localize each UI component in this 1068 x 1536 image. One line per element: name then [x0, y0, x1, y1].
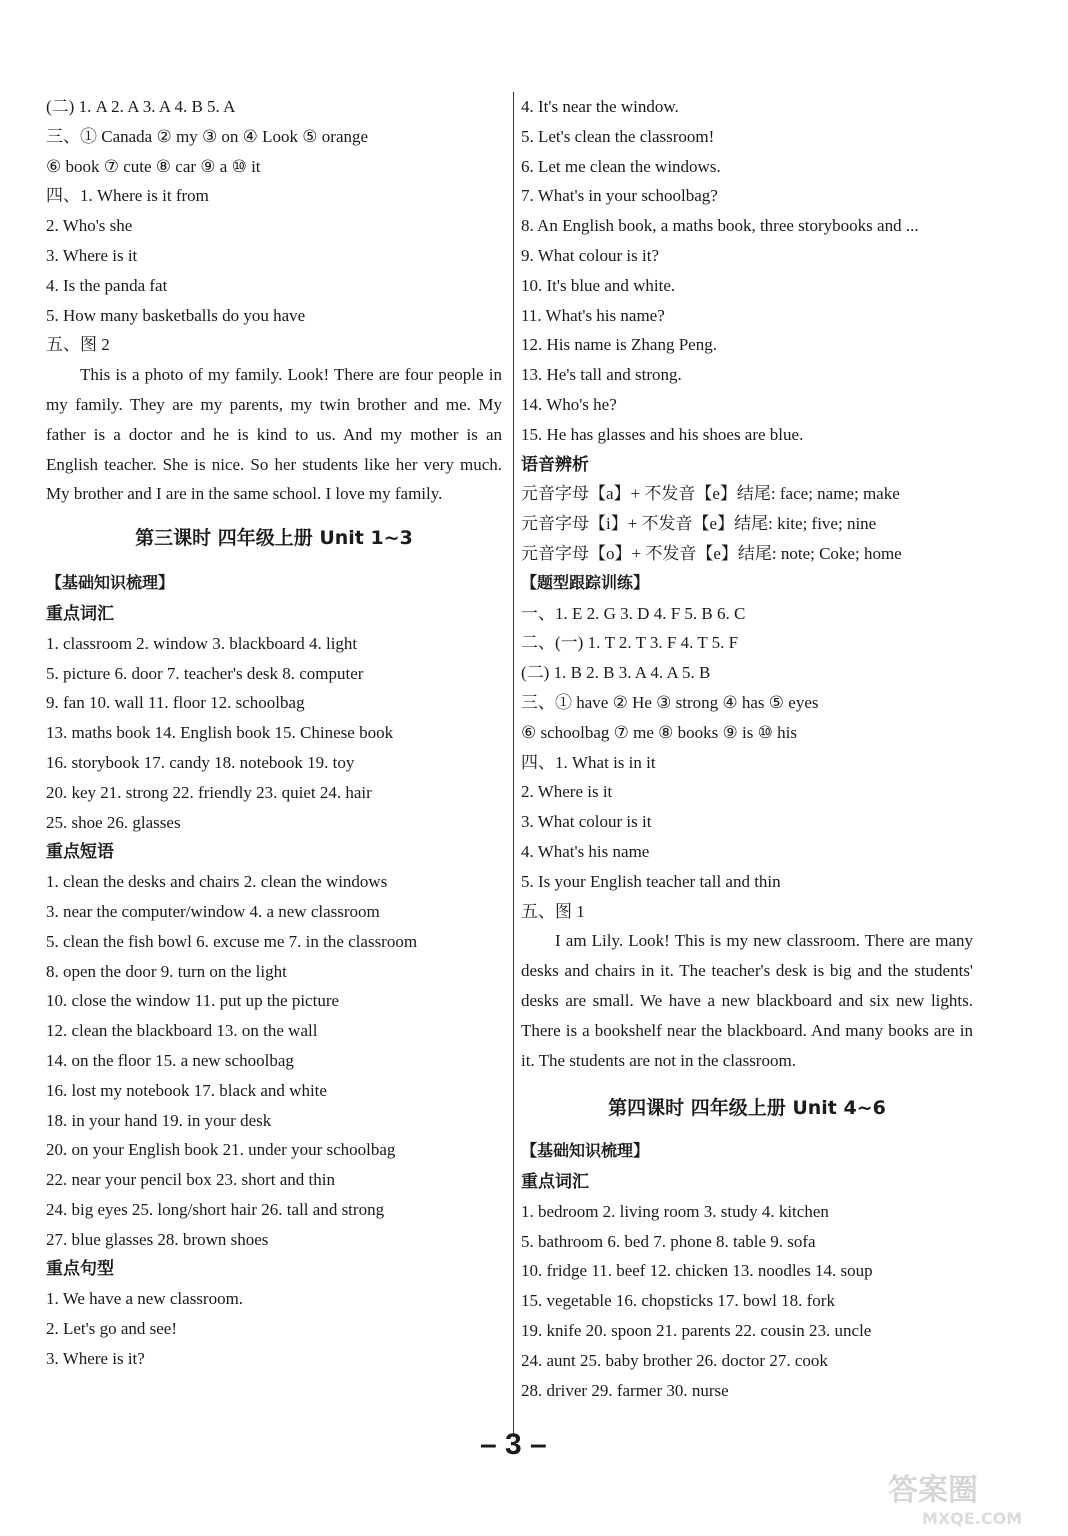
phrase-line: 14. on the floor 15. a new schoolbag: [46, 1050, 294, 1070]
phrase-line: 12. clean the blackboard 13. on the wall: [46, 1021, 318, 1041]
answer-line: 五、图 1: [521, 901, 585, 921]
answer-line: (二) 1. A 2. A 3. A 4. B 5. A: [46, 97, 236, 116]
phrase-heading: 重点短语: [46, 842, 114, 862]
watermark-logo: [882, 1470, 1062, 1530]
sentence-list-continued: [521, 92, 973, 450]
answer-line: 三、① Canada ② my ③ on ④ Look ⑤ orange: [46, 126, 369, 146]
phonics-list: [521, 479, 973, 568]
section-title-lesson-3: 第三课时 四年级上册 Unit 1~3: [135, 527, 413, 550]
vocab-line: 19. knife 20. spoon 21. parents 22. cousin 23. uncle: [521, 1321, 872, 1341]
answer-line: 2. Who's she: [46, 216, 133, 236]
vocab-line: 25. shoe 26. glasses: [46, 812, 181, 832]
phrase-line: 22. near your pencil box 23. short and thin: [46, 1170, 335, 1190]
answer-line: 3. Where is it: [46, 245, 138, 265]
answer-line: 3. What colour is it: [521, 812, 652, 832]
answer-line: ⑥ schoolbag ⑦ me ⑧ books ⑨ is ⑩ his: [521, 722, 797, 742]
phrase-line: 16. lost my notebook 17. black and white: [46, 1080, 327, 1100]
phrase-line: 20. on your English book 21. under your schoolbag: [46, 1140, 396, 1160]
answer-line: 三、① have ② He ③ strong ④ has ⑤ eyes: [521, 692, 819, 712]
answer-line: 2. Where is it: [521, 782, 613, 802]
sentence-heading: 重点句型: [46, 1259, 114, 1279]
section-title-lesson-4: 第四课时 四年级上册 Unit 4~6: [608, 1097, 886, 1120]
phonics-line: 元音字母【o】+ 不发音【e】结尾: note; Coke; home: [521, 543, 902, 563]
sentence-line: 12. His name is Zhang Peng.: [521, 335, 717, 355]
answer-line: 4. Is the panda fat: [46, 275, 168, 295]
phrase-line: 18. in your hand 19. in your desk: [46, 1110, 272, 1130]
vocab-heading: 重点词汇: [521, 1172, 589, 1192]
bracket-heading: 【基础知识梳理】: [521, 1143, 650, 1161]
answer-line: 4. What's his name: [521, 841, 650, 861]
vocab-line: 13. maths book 14. English book 15. Chinese book: [46, 723, 394, 743]
vocab-list: [521, 1197, 973, 1406]
answer-line: 二、(一) 1. T 2. T 3. F 4. T 5. F: [521, 633, 739, 653]
phrase-line: 5. clean the fish bowl 6. excuse me 7. in the classroom: [46, 931, 418, 951]
vocab-line: 28. driver 29. farmer 30. nurse: [521, 1380, 729, 1400]
page-number: – 3 –: [480, 1428, 547, 1461]
training-heading: 【题型跟踪训练】: [521, 574, 650, 592]
sentence-line: 3. Where is it?: [46, 1348, 145, 1368]
answer-line: ⑥ book ⑦ cute ⑧ car ⑨ a ⑩ it: [46, 156, 261, 176]
classroom-paragraph: I am Lily. Look! This is my new classroom. There are many desks and chairs in it. The teacher's desk is big and the students' desks are small. We have a new blackboard and six new lights. There is a bookshelf near the blackboard. And many books are in it. The students are not in the classroom.: [521, 931, 973, 1070]
answer-line: 5. How many basketballs do you have: [46, 305, 306, 325]
vocab-line: 5. picture 6. door 7. teacher's desk 8. computer: [46, 663, 364, 683]
vocab-line: 24. aunt 25. baby brother 26. doctor 27. cook: [521, 1350, 828, 1370]
phrase-line: 24. big eyes 25. long/short hair 26. tall and strong: [46, 1199, 385, 1219]
watermark-text: 答案圈: [888, 1473, 978, 1508]
sentence-line: 6. Let me clean the windows.: [521, 156, 721, 176]
answer-line: 五、图 2: [46, 335, 110, 355]
column-divider: [513, 92, 514, 1437]
phrase-line: 3. near the computer/window 4. a new classroom: [46, 901, 380, 921]
answer-line: 5. Is your English teacher tall and thin: [521, 871, 781, 891]
answer-line: 四、1. What is in it: [521, 752, 656, 772]
sentence-line: 7. What's in your schoolbag?: [521, 186, 718, 206]
vocab-line: 16. storybook 17. candy 18. notebook 19. toy: [46, 752, 355, 772]
sentence-list: [46, 1284, 502, 1373]
phonics-heading: 语音辨析: [521, 454, 589, 474]
sentence-line: 11. What's his name?: [521, 305, 665, 325]
phrase-line: 10. close the window 11. put up the picture: [46, 991, 340, 1011]
sentence-line: 4. It's near the window.: [521, 97, 679, 116]
sentence-line: 15. He has glasses and his shoes are blue.: [521, 424, 804, 444]
sentence-line: 5. Let's clean the classroom!: [521, 126, 715, 146]
vocab-line: 15. vegetable 16. chopsticks 17. bowl 18. fork: [521, 1291, 835, 1311]
phonics-line: 元音字母【i】+ 不发音【e】结尾: kite; five; nine: [521, 514, 877, 534]
phrase-line: 1. clean the desks and chairs 2. clean the windows: [46, 872, 388, 892]
watermark-url: MXQE.COM: [922, 1509, 1023, 1528]
sentence-line: 14. Who's he?: [521, 394, 617, 414]
sentence-line: 10. It's blue and white.: [521, 275, 676, 295]
vocab-list: [46, 629, 502, 838]
vocab-heading: 重点词汇: [46, 603, 114, 623]
answer-line: (二) 1. B 2. B 3. A 4. A 5. B: [521, 663, 711, 683]
left-column: [46, 92, 502, 1374]
family-paragraph: This is a photo of my family. Look! There are four people in my family. They are my parents, my twin brother and me. My father is a doctor and he is kind to us. And my mother is an English teacher. She is nice. So her students like her very much. My brother and I are in the same school. I love my family.: [46, 365, 502, 504]
sentence-line: 9. What colour is it?: [521, 245, 660, 265]
vocab-line: 1. classroom 2. window 3. blackboard 4. light: [46, 633, 358, 653]
phonics-line: 元音字母【a】+ 不发音【e】结尾: face; name; make: [521, 484, 900, 504]
phrase-list: [46, 867, 502, 1254]
vocab-line: 20. key 21. strong 22. friendly 23. quiet 24. hair: [46, 782, 372, 802]
vocab-line: 9. fan 10. wall 11. floor 12. schoolbag: [46, 693, 305, 713]
sentence-line: 1. We have a new classroom.: [46, 1289, 244, 1309]
bracket-heading: 【基础知识梳理】: [46, 575, 175, 593]
sentence-line: 13. He's tall and strong.: [521, 365, 682, 385]
right-column: [521, 92, 973, 1405]
phrase-line: 8. open the door 9. turn on the light: [46, 961, 287, 981]
answer-line: 四、1. Where is it from: [46, 186, 209, 206]
answer-line: 一、1. E 2. G 3. D 4. F 5. B 6. C: [521, 603, 746, 623]
vocab-line: 10. fridge 11. beef 12. chicken 13. noodles 14. soup: [521, 1261, 873, 1281]
sentence-line: 8. An English book, a maths book, three storybooks and ...: [521, 216, 919, 236]
phrase-line: 27. blue glasses 28. brown shoes: [46, 1229, 269, 1249]
answer-list: [521, 599, 973, 927]
sentence-line: 2. Let's go and see!: [46, 1319, 177, 1339]
vocab-line: 5. bathroom 6. bed 7. phone 8. table 9. sofa: [521, 1231, 816, 1251]
answers-continued: [46, 92, 502, 360]
vocab-line: 1. bedroom 2. living room 3. study 4. kitchen: [521, 1201, 829, 1221]
